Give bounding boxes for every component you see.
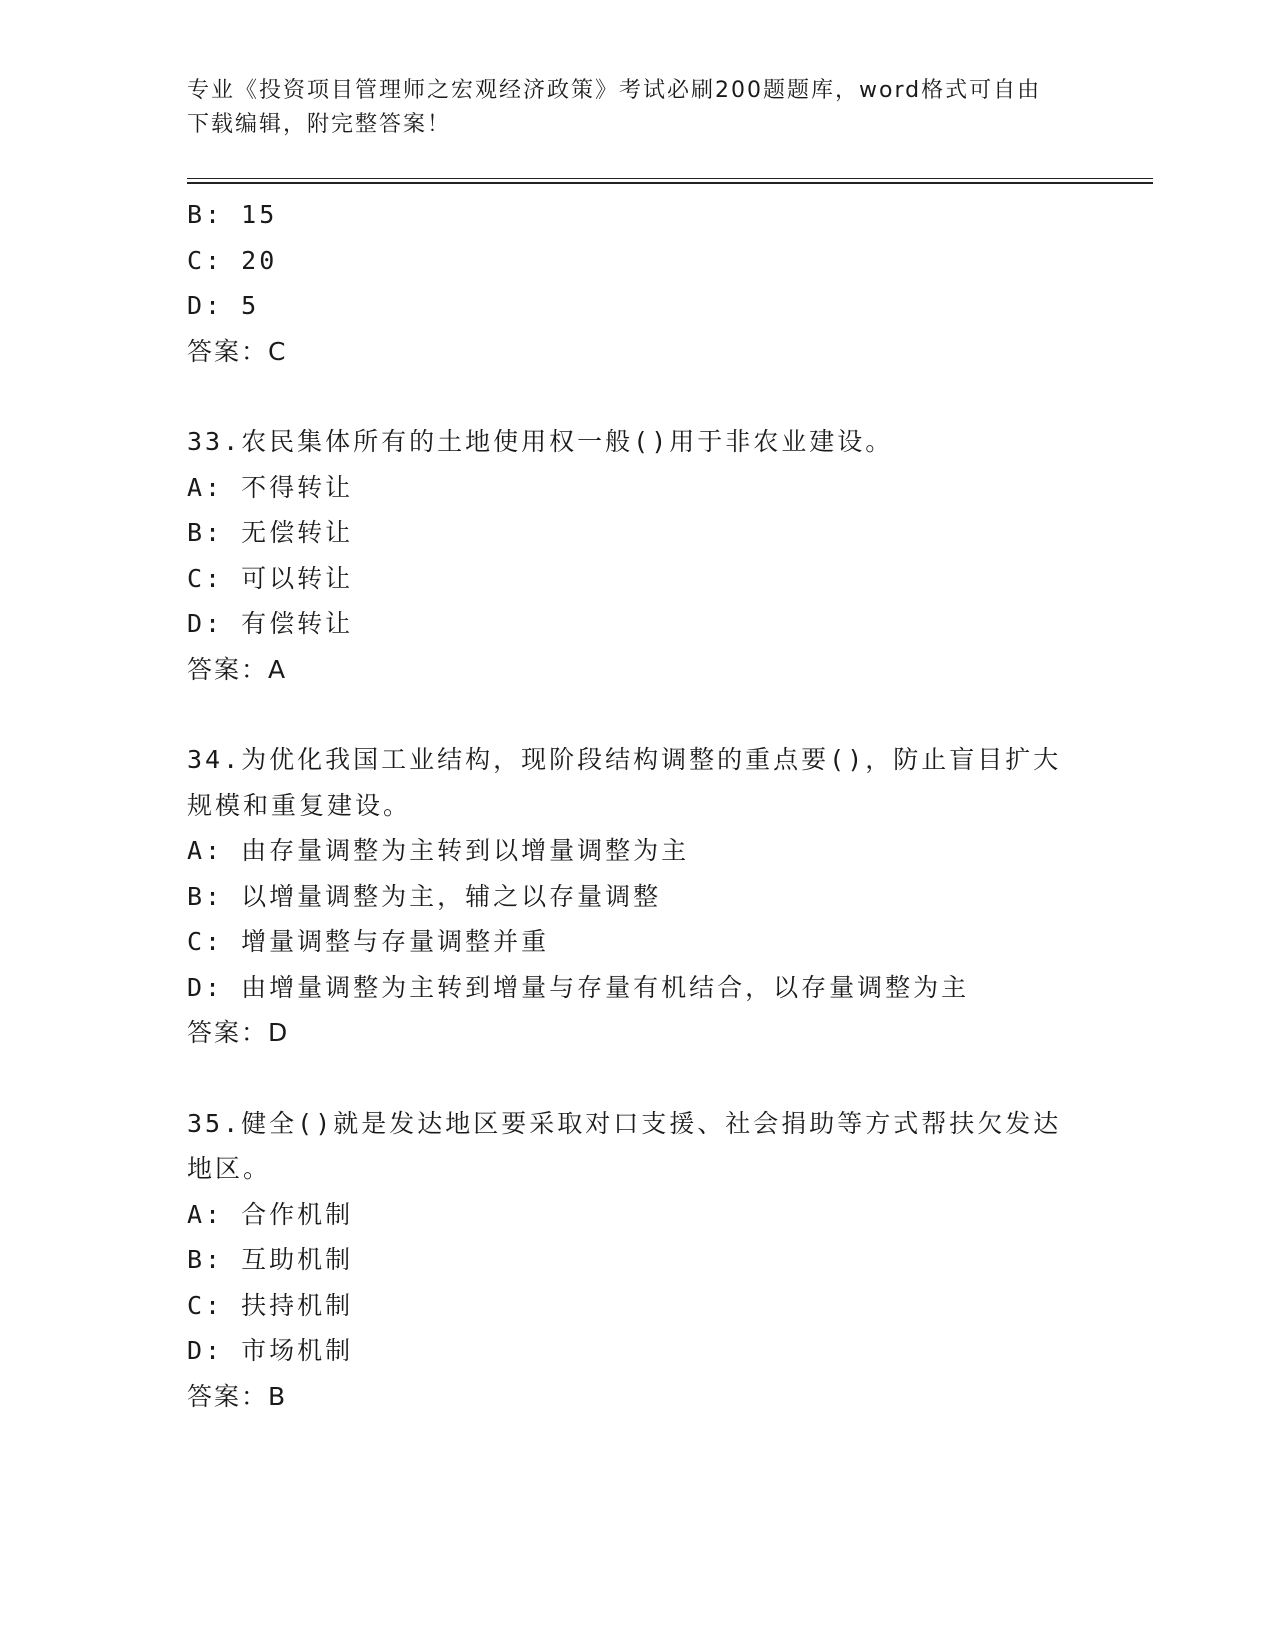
option-b: B: 互助机制	[187, 1245, 354, 1274]
header-line-2: 下载编辑，附完整答案！	[187, 112, 452, 137]
question-text-line-2: 规模和重复建设。	[187, 790, 412, 820]
option-d: D: 由增量调整为主转到增量与存量有机结合，以存量调整为主	[187, 972, 970, 1002]
question-text-line-1: 34.为优化我国工业结构，现阶段结构调整的重点要()，防止盲目扩大	[187, 745, 1062, 774]
option-b: B: 无偿转让	[187, 518, 354, 547]
option-c: C: 可以转让	[187, 563, 354, 593]
option-d: D: 有偿转让	[187, 609, 354, 638]
header-divider-thin	[187, 178, 1153, 179]
option-b: B: 以增量调整为主，辅之以存量调整	[187, 881, 662, 911]
document-header	[187, 74, 1087, 142]
question-block-34	[187, 737, 1087, 1056]
answer-line: 答案：A	[187, 654, 288, 684]
question-block-32	[187, 192, 1087, 374]
question-block-33	[187, 419, 1087, 692]
answer-line: 答案：C	[187, 336, 288, 366]
option-c: C: 增量调整与存量调整并重	[187, 927, 550, 956]
answer-line: 答案：B	[187, 1381, 288, 1411]
header-divider-thick	[187, 182, 1153, 184]
option-c: C: 扶持机制	[187, 1290, 354, 1320]
question-text-line-1: 35.健全()就是发达地区要采取对口支援、社会捐助等方式帮扶欠发达	[187, 1108, 1062, 1138]
question-text-line-2: 地区。	[187, 1154, 272, 1183]
option-b: B: 15	[187, 200, 278, 229]
option-a: A: 由存量调整为主转到以增量调整为主	[187, 836, 690, 865]
option-d: D: 5	[187, 291, 260, 320]
option-d: D: 市场机制	[187, 1336, 354, 1365]
option-a: A: 合作机制	[187, 1199, 354, 1229]
question-block-35	[187, 1101, 1087, 1420]
document-body	[187, 192, 1087, 1419]
answer-line: 答案：D	[187, 1018, 290, 1047]
question-text: 33.农民集体所有的土地使用权一般()用于非农业建设。	[187, 427, 894, 456]
option-c: C: 20	[187, 245, 278, 275]
header-line-1: 专业《投资项目管理师之宏观经济政策》考试必刷200题题库，word格式可自由	[187, 78, 1042, 103]
option-a: A: 不得转让	[187, 472, 354, 502]
